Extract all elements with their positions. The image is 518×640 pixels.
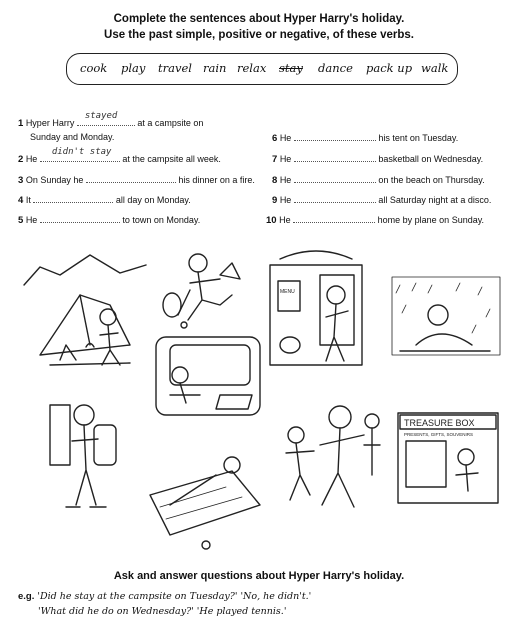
shop-sign: TREASURE BOX: [404, 418, 475, 428]
verb-relax: relax: [237, 61, 267, 75]
sentence-6: 6 He his tent on Tuesday.: [272, 133, 459, 144]
sentence-9: 9 He all Saturday night at a disco.: [272, 195, 492, 206]
answer-blank-3[interactable]: [86, 173, 176, 183]
footer-instruction: Ask and answer questions about Hyper Harry's holiday.: [113, 570, 405, 582]
sentence-4: 4 It all day on Monday.: [18, 195, 191, 206]
picture-shop: [398, 413, 498, 503]
answer-blank-9[interactable]: [294, 193, 376, 203]
sentence-3: 3 On Sunday he his dinner on a fire.: [18, 175, 255, 186]
picture-beach: [150, 457, 260, 549]
sentence-10: 10 He home by plane on Sunday.: [266, 215, 485, 226]
verb-travel: travel: [158, 61, 192, 75]
picture-train: [156, 337, 260, 415]
answer-blank-4[interactable]: [33, 193, 113, 203]
example-line-2: 'What did he do on Wednesday?' 'He played tennis.': [38, 606, 287, 617]
verb-cook: cook: [80, 61, 108, 75]
picture-shop-door: [270, 251, 362, 365]
verb-dance: dance: [318, 61, 353, 75]
sentence-5: 5 He to town on Monday.: [18, 215, 201, 226]
answer-blank-8[interactable]: [294, 173, 376, 183]
sentence-8: 8 He on the beach on Thursday.: [272, 175, 485, 186]
answer-blank-2[interactable]: didn't stay: [40, 152, 120, 162]
answer-blank-6[interactable]: [294, 131, 376, 141]
verb-play: play: [121, 61, 146, 75]
verb-pack-up: pack up: [366, 61, 413, 75]
verb-rain: rain: [203, 61, 227, 75]
picture-tennis: [163, 254, 240, 328]
sentence-2: 2 He didn't stay at the campsite all week.: [18, 147, 221, 165]
sentence-7: 7 He basketball on Wednesday.: [272, 154, 484, 165]
instruction-line-1: Complete the sentences about Hyper Harry's holiday.: [113, 13, 405, 25]
picture-disco: [286, 406, 380, 507]
instruction-line-2: Use the past simple, positive or negative, of these verbs.: [104, 29, 414, 41]
illustrations: [20, 245, 510, 560]
verb-stay: stay: [279, 61, 303, 75]
answer-blank-5[interactable]: [40, 213, 120, 223]
example-line-1: e.g. 'Did he stay at the campsite on Tuesday?' 'No, he didn't.': [18, 591, 312, 602]
answer-blank-7[interactable]: [294, 152, 376, 162]
verb-walk: walk: [421, 61, 449, 75]
sentence-1-cont: Sunday and Monday.: [30, 132, 115, 142]
answer-blank-1[interactable]: stayed: [77, 116, 135, 126]
menu-sign: MENU: [280, 289, 295, 295]
picture-cooking: [24, 255, 146, 365]
picture-rain: [392, 277, 500, 355]
shop-sub-sign: PRESENTS, GIFTS, SOUVENIRS: [404, 432, 474, 437]
sentence-1: 1 Hyper Harry stayed at a campsite on: [18, 111, 204, 129]
answer-blank-10[interactable]: [293, 213, 375, 223]
picture-walking: [50, 405, 116, 507]
